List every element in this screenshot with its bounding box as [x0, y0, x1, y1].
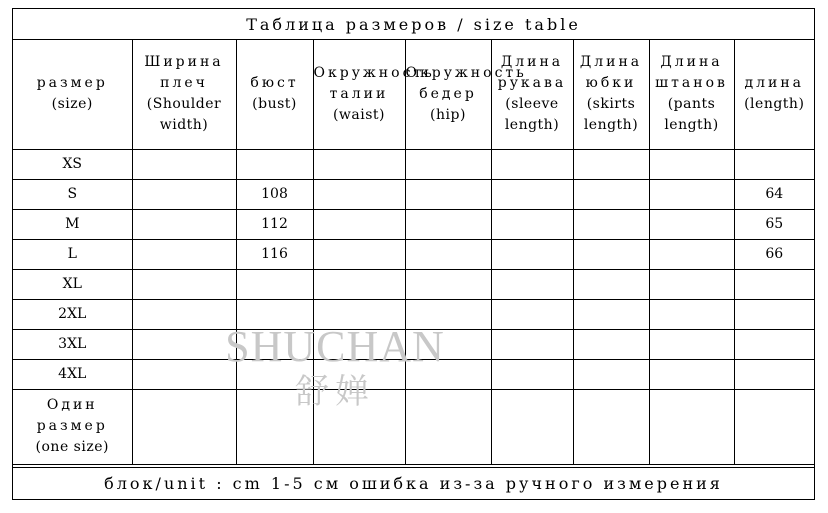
- cell-shoulder: [132, 149, 236, 179]
- cell-shoulder: [132, 239, 236, 269]
- cell-waist: [313, 269, 405, 299]
- cell-shoulder: [132, 179, 236, 209]
- cell-hip: [405, 239, 491, 269]
- col-header-waist: Окружность талии (waist): [313, 40, 405, 149]
- watermark-brand-text: SHUCHAN: [225, 322, 445, 371]
- table-row: [13, 239, 814, 269]
- table-row: [13, 149, 814, 179]
- col-header-length: длина (length): [734, 40, 814, 149]
- col-header-hip: Окружность бедер (hip): [405, 40, 491, 149]
- watermark-chinese-text: 舒婵: [295, 372, 375, 412]
- cell-hip: [405, 269, 491, 299]
- cell-size: 4XL: [13, 359, 132, 389]
- cell-waist: [313, 179, 405, 209]
- cell-pants: [649, 329, 734, 359]
- cell: [734, 389, 814, 464]
- cell-size: S: [13, 179, 132, 209]
- cell-skirt: [573, 239, 649, 269]
- col-header-size: размер (size): [13, 40, 132, 149]
- cell-pants: [649, 239, 734, 269]
- table-title: Таблица размеров / size table: [13, 9, 814, 40]
- cell-pants: [649, 299, 734, 329]
- cell-hip: [405, 149, 491, 179]
- cell-sleeve: [491, 179, 573, 209]
- cell-sleeve: [491, 269, 573, 299]
- cell-shoulder: [132, 269, 236, 299]
- cell-sleeve: [491, 299, 573, 329]
- cell-shoulder: [132, 209, 236, 239]
- cell-skirt: [573, 209, 649, 239]
- table-row: [13, 209, 814, 239]
- cell-hip: [405, 209, 491, 239]
- cell-size: XS: [13, 149, 132, 179]
- cell: [132, 389, 236, 464]
- cell-size: M: [13, 209, 132, 239]
- cell-hip: [405, 299, 491, 329]
- col-header-pants: Длина штанов (pants length): [649, 40, 734, 149]
- cell-bust: [236, 269, 313, 299]
- cell-length: 66: [734, 239, 814, 269]
- cell-bust: 108: [236, 179, 313, 209]
- cell-hip: [405, 359, 491, 389]
- cell-sleeve: [491, 359, 573, 389]
- cell-shoulder: [132, 359, 236, 389]
- cell-sleeve: [491, 209, 573, 239]
- table-row: [13, 359, 814, 389]
- cell-skirt: [573, 299, 649, 329]
- cell-length: [734, 149, 814, 179]
- cell-sleeve: [491, 149, 573, 179]
- cell-waist: [313, 209, 405, 239]
- cell-pants: [649, 149, 734, 179]
- cell-shoulder: [132, 299, 236, 329]
- cell: [405, 389, 491, 464]
- cell-waist: [313, 359, 405, 389]
- cell-skirt: [573, 359, 649, 389]
- col-header-shoulder: Ширина плеч (Shoulder width): [132, 40, 236, 149]
- cell-pants: [649, 179, 734, 209]
- cell-size-one-size: Один размер (one size): [13, 389, 132, 464]
- cell-size: L: [13, 239, 132, 269]
- cell-hip: [405, 179, 491, 209]
- cell-bust: [236, 299, 313, 329]
- cell-bust: 116: [236, 239, 313, 269]
- cell-sleeve: [491, 239, 573, 269]
- cell-skirt: [573, 179, 649, 209]
- cell: [236, 389, 313, 464]
- col-header-skirt: Длина юбки (skirts length): [573, 40, 649, 149]
- cell-bust: 112: [236, 209, 313, 239]
- cell-length: [734, 329, 814, 359]
- table-row: [13, 179, 814, 209]
- cell-pants: [649, 359, 734, 389]
- cell-pants: [649, 209, 734, 239]
- cell-shoulder: [132, 329, 236, 359]
- cell-pants: [649, 269, 734, 299]
- cell-bust: [236, 149, 313, 179]
- cell-hip: [405, 329, 491, 359]
- cell-bust: [236, 329, 313, 359]
- cell-waist: [313, 149, 405, 179]
- col-header-sleeve: Длина рукава (sleeve length): [491, 40, 573, 149]
- cell: [649, 389, 734, 464]
- cell-length: [734, 299, 814, 329]
- cell: [573, 389, 649, 464]
- cell: [313, 389, 405, 464]
- cell-size: 3XL: [13, 329, 132, 359]
- cell-sleeve: [491, 329, 573, 359]
- cell-length: [734, 269, 814, 299]
- cell-size: 2XL: [13, 299, 132, 329]
- cell-skirt: [573, 149, 649, 179]
- cell-length: 65: [734, 209, 814, 239]
- cell-waist: [313, 299, 405, 329]
- table-row-one-size: [13, 389, 814, 464]
- cell-waist: [313, 329, 405, 359]
- col-header-bust: бюст (bust): [236, 40, 313, 149]
- table-row: [13, 269, 814, 299]
- cell: [491, 389, 573, 464]
- cell-length: 64: [734, 179, 814, 209]
- header-row: [13, 40, 814, 149]
- cell-skirt: [573, 329, 649, 359]
- table-row: [13, 329, 814, 359]
- cell-size: XL: [13, 269, 132, 299]
- cell-skirt: [573, 269, 649, 299]
- cell-waist: [313, 239, 405, 269]
- cell-length: [734, 359, 814, 389]
- table-row: [13, 299, 814, 329]
- size-table: [13, 40, 814, 465]
- cell-bust: [236, 359, 313, 389]
- size-table-frame: [12, 8, 815, 500]
- measurement-note: блок/unit : cm 1-5 см ошибка из-за ручного измерения: [13, 467, 814, 499]
